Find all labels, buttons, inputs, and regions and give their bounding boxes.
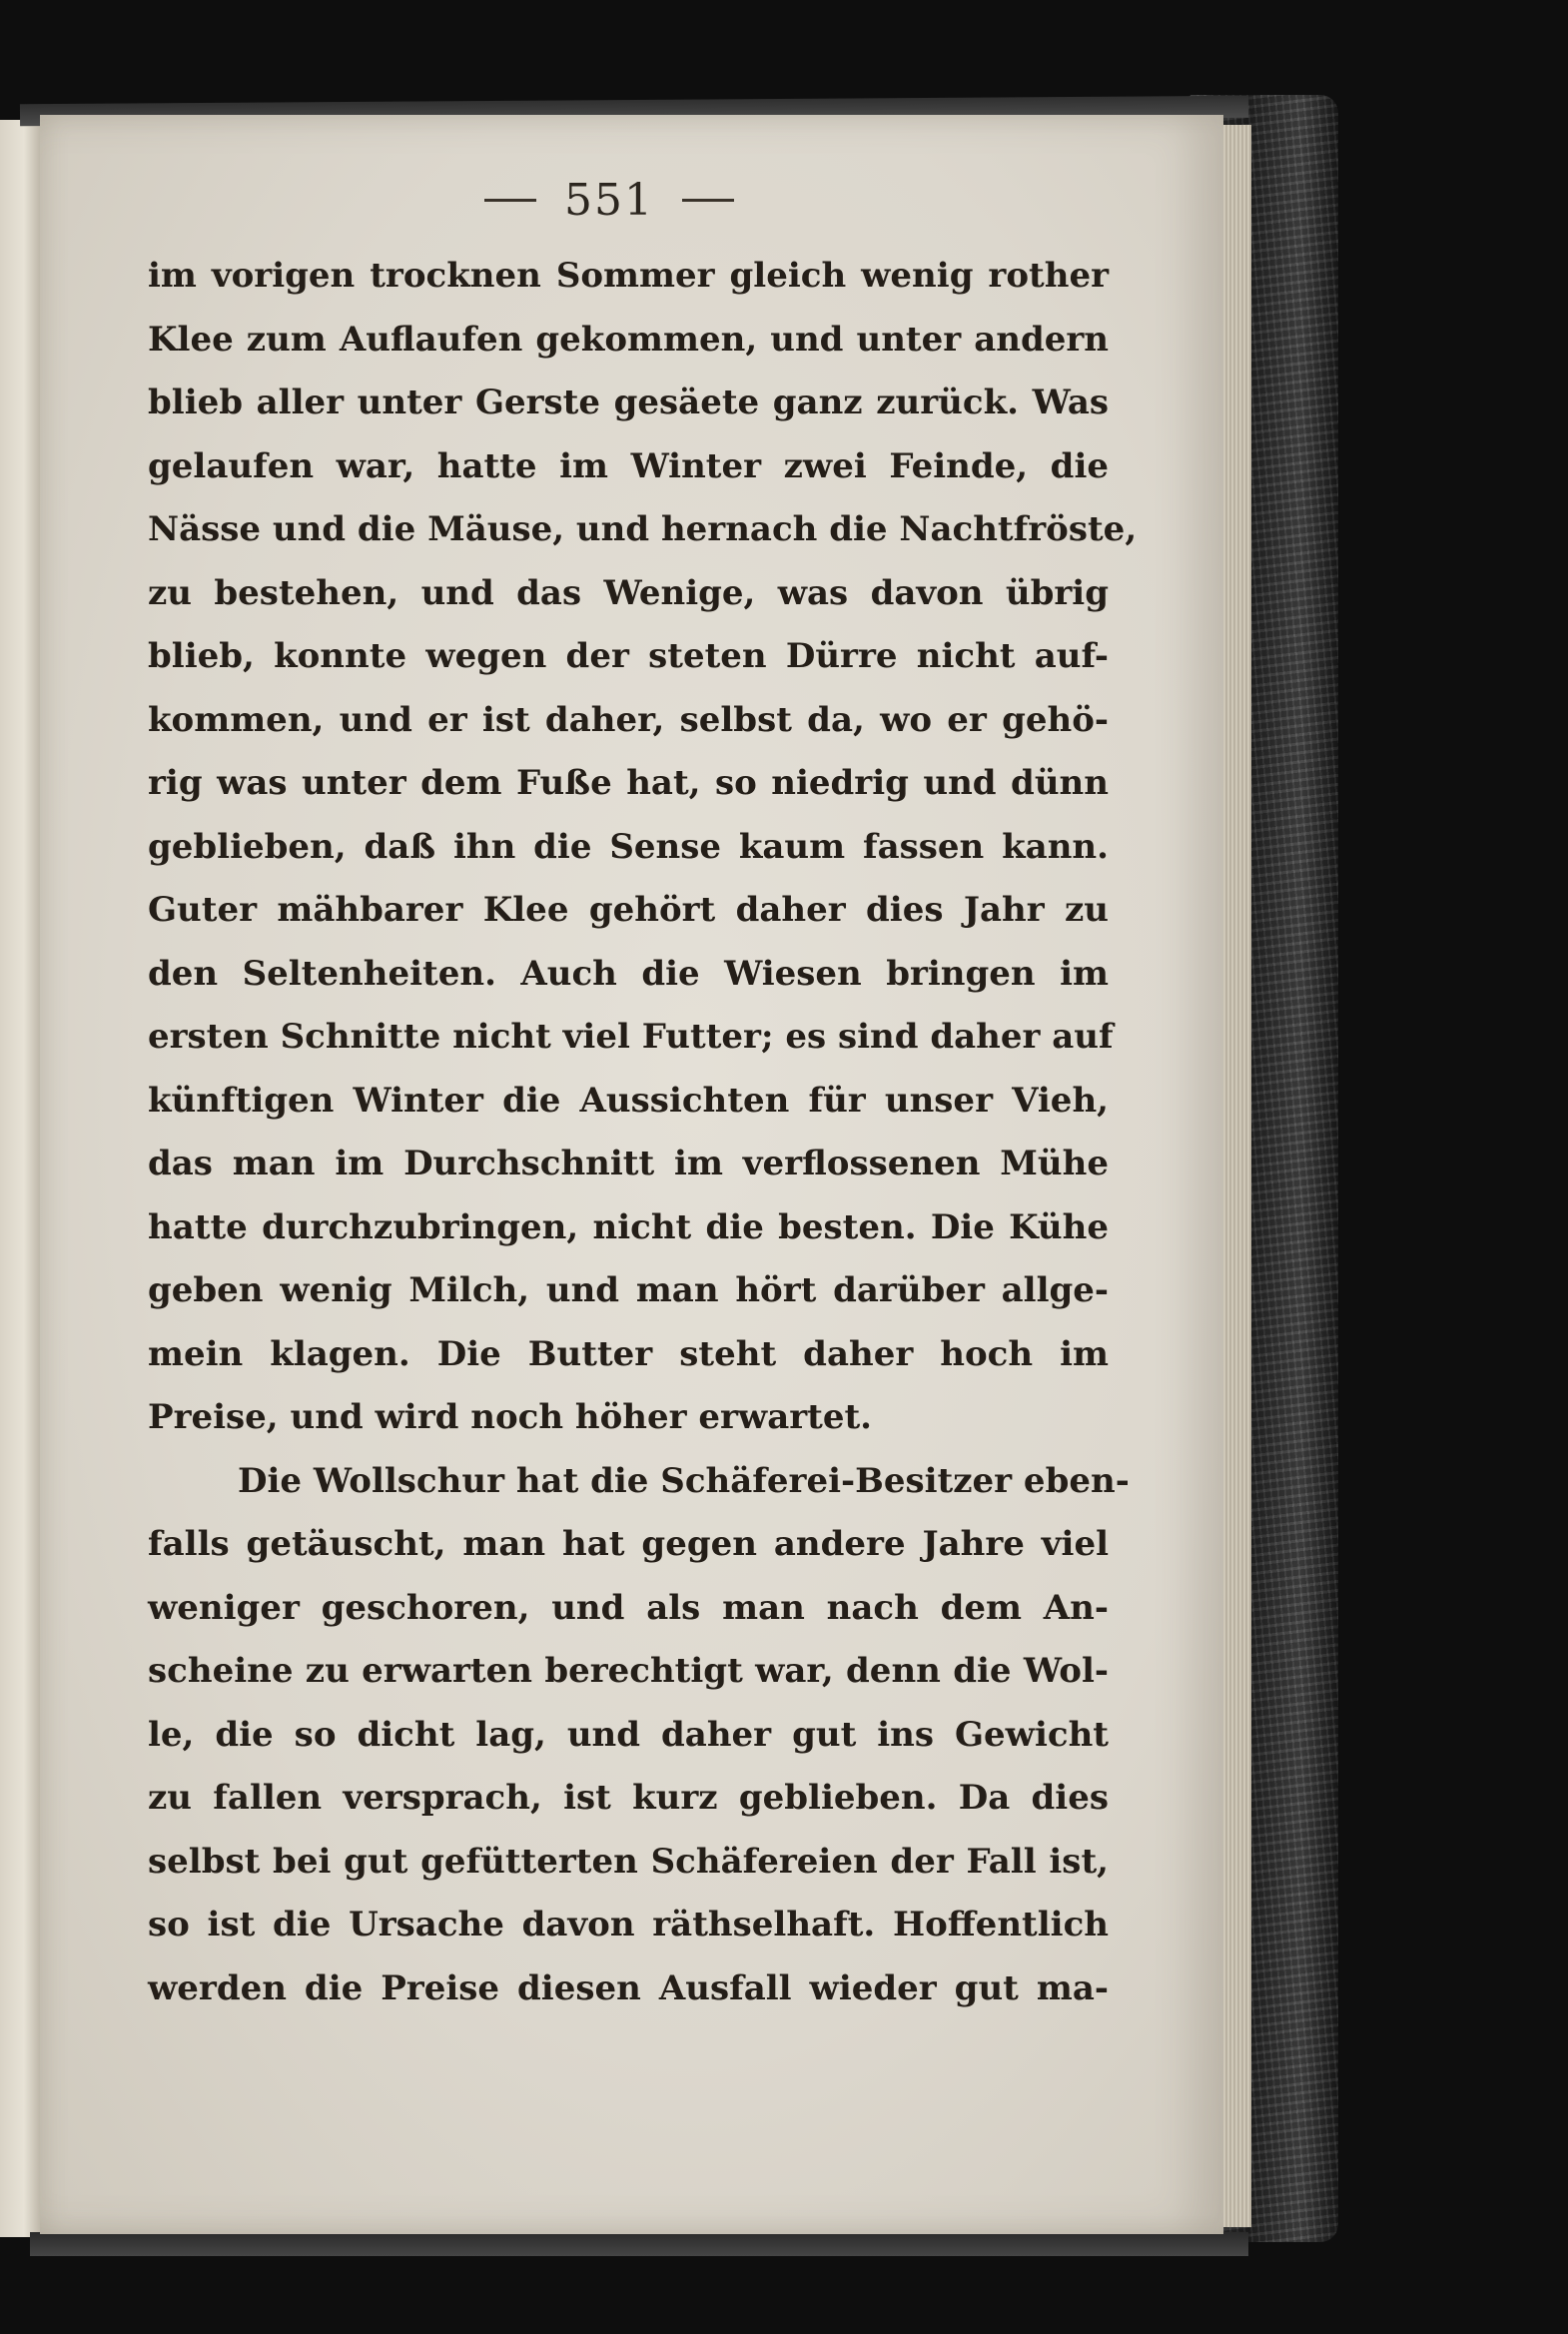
text-line: scheine zu erwarten berechtigt war, denn die Wol-	[148, 1651, 1109, 1691]
text-line: zu fallen versprach, ist kurz geblieben. Da dies	[148, 1778, 1109, 1818]
text-line: geben wenig Milch, und man hört darüber allge-	[148, 1270, 1109, 1310]
header-dash-right	[682, 199, 734, 202]
text-line: Nässe und die Mäuse, und hernach die Nachtfröste,	[148, 509, 1138, 549]
text-line: Preise, und wird noch höher erwartet.	[148, 1397, 873, 1437]
header-dash-left	[484, 199, 536, 202]
page-number: 551	[564, 174, 654, 226]
text-line: rig was unter dem Fuße hat, so niedrig und dünn	[148, 763, 1109, 803]
text-line: kommen, und er ist daher, selbst da, wo er gehö-	[148, 699, 1109, 740]
text-line: Guter mähbarer Klee gehört daher dies Jahr zu	[148, 890, 1109, 930]
text-line: blieb, konnte wegen der steten Dürre nicht auf-	[148, 636, 1109, 676]
paragraph-1	[148, 245, 1138, 1450]
text-line: Klee zum Auflaufen gekommen, und unter andern	[148, 319, 1109, 360]
text-line: künftigen Winter die Aussichten für unser Vieh,	[148, 1080, 1109, 1121]
text-line: blieb aller unter Gerste gesäete ganz zurück. Was	[148, 383, 1109, 422]
text-line: das man im Durchschnitt im verflossenen Mühe	[148, 1144, 1109, 1183]
text-line: den Seltenheiten. Auch die Wiesen bringen im	[148, 953, 1109, 994]
text-line: selbst bei gut gefütterten Schäfereien der Fall ist,	[148, 1841, 1109, 1882]
text-line: hatte durchzubringen, nicht die besten. Die Kühe	[148, 1206, 1109, 1247]
text-line: falls getäuscht, man hat gegen andere Jahre viel	[148, 1524, 1109, 1564]
text-line: weniger geschoren, und als man nach dem An-	[148, 1587, 1109, 1628]
text-line: zu bestehen, und das Wenige, was davon übrig	[148, 572, 1109, 613]
text-line: im vorigen trocknen Sommer gleich wenig rother	[148, 256, 1109, 296]
text-line: le, die so dicht lag, und daher gut ins Gewicht	[148, 1714, 1109, 1755]
page-fore-edge	[1223, 125, 1251, 2227]
text-line: ersten Schnitte nicht viel Futter; es sind daher auf	[148, 1017, 1114, 1057]
text-line: mein klagen. Die Butter steht daher hoch im	[148, 1333, 1109, 1374]
paragraph-2	[148, 1450, 1130, 2021]
text-line: Die Wollschur hat die Schäferei-Besitzer eben-	[238, 1460, 1130, 1501]
text-line: so ist die Ursache davon räthselhaft. Hoffentlich	[148, 1905, 1109, 1945]
body-text	[148, 245, 1138, 2020]
cover-bottom-edge	[30, 2232, 1248, 2256]
text-line: geblieben, daß ihn die Sense kaum fassen kann.	[148, 826, 1109, 867]
text-line: werden die Preise diesen Ausfall wieder gut ma-	[148, 1967, 1109, 2008]
page-header	[439, 165, 779, 235]
text-line: gelaufen war, hatte im Winter zwei Feinde, die	[148, 445, 1109, 486]
left-page-edge	[0, 120, 42, 2237]
